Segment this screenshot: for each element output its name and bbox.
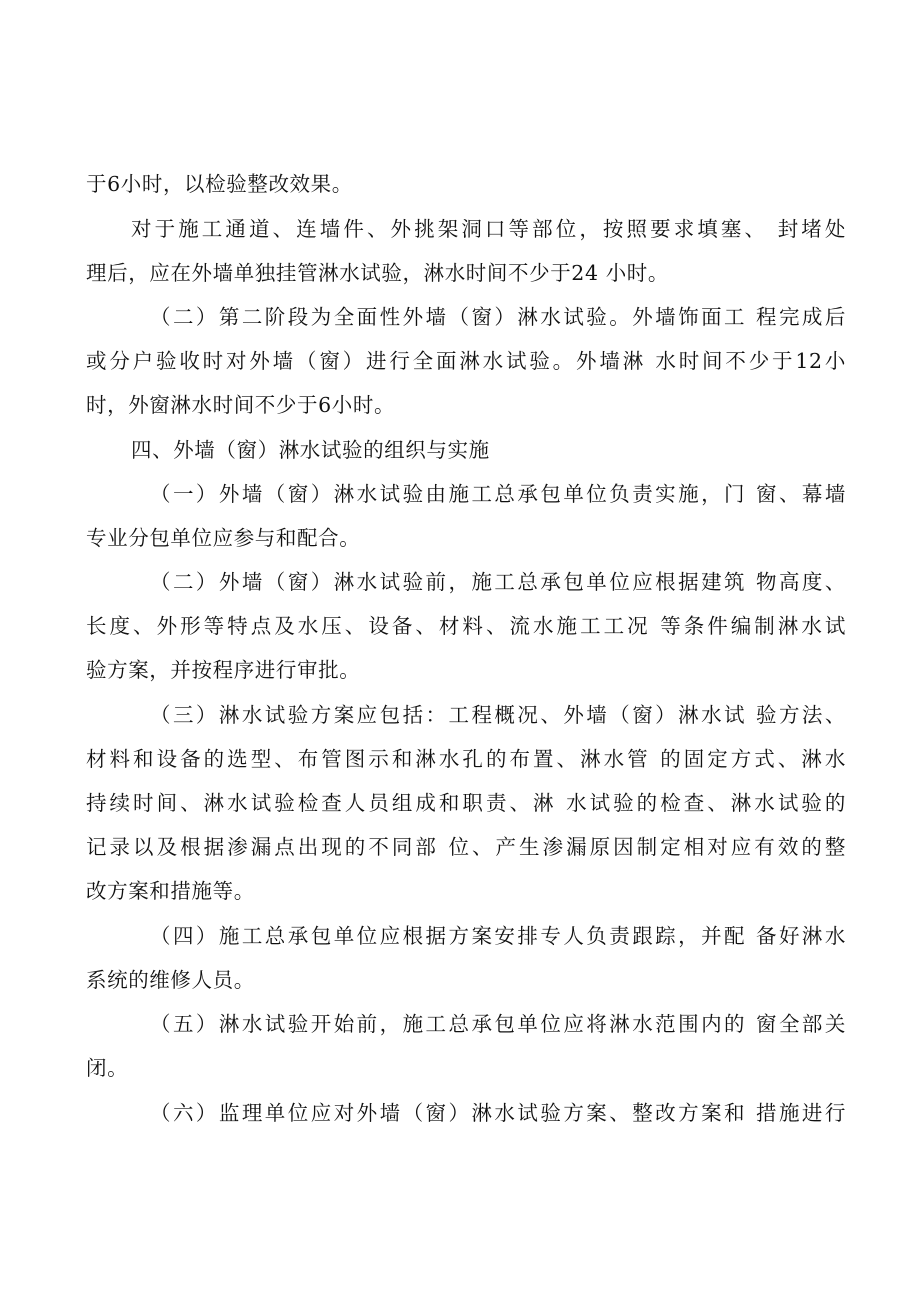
- text-line: （三）淋水试验方案应包括：工程概况、外墙（窗）淋水试 验方法、: [150, 703, 846, 727]
- section-heading: 四、外墙（窗）淋水试验的组织与实施: [131, 438, 490, 462]
- text-line: （五）淋水试验开始前，施工总承包单位应将淋水范围内的 窗全部关: [150, 1012, 846, 1036]
- text-line: 对于施工通道、连墙件、外挑架洞口等部位，按照要求填塞、 封堵处: [131, 217, 846, 241]
- text-line: 材料和设备的选型、布管图示和淋水孔的布置、淋水管 的固定方式、淋水: [86, 747, 846, 771]
- text-line: 改方案和措施等。: [86, 879, 255, 903]
- text-line: 持续时间、淋水试验检查人员组成和职责、淋 水试验的检查、淋水试验的: [86, 791, 846, 815]
- text-line: （四）施工总承包单位应根据方案安排专人负责跟踪，并配 备好淋水: [150, 924, 846, 948]
- text-line: 记录以及根据渗漏点出现的不同部 位、产生渗漏原因制定相对应有效的整: [86, 835, 846, 859]
- text-line: 专业分包单位应参与和配合。: [86, 526, 361, 550]
- text-line: 或分户验收时对外墙（窗）进行全面淋水试验。外墙淋 水时间不少于12小: [86, 349, 846, 373]
- text-line: （二）外墙（窗）淋水试验前，施工总承包单位应根据建筑 物高度、: [150, 570, 846, 594]
- text-line: 验方案，并按程序进行审批。: [86, 658, 361, 682]
- text-line: 长度、外形等特点及水压、设备、材料、流水施工工况 等条件编制淋水试: [86, 614, 846, 638]
- text-line: （二）第二阶段为全面性外墙（窗）淋水试验。外墙饰面工 程完成后: [150, 305, 846, 329]
- text-line: 闭。: [86, 1056, 129, 1080]
- text-line: 于6小时，以检验整改效果。: [86, 172, 353, 196]
- text-line: 时，外窗淋水时间不少于6小时。: [86, 393, 396, 417]
- text-line: 系统的维修人员。: [86, 968, 255, 992]
- text-line: （一）外墙（窗）淋水试验由施工总承包单位负责实施，门 窗、幕墙: [150, 482, 846, 506]
- text-line: 理后，应在外墙单独挂管淋水试验，淋水时间不少于24 小时。: [86, 261, 669, 285]
- text-line: （六）监理单位应对外墙（窗）淋水试验方案、整改方案和 措施进行: [150, 1101, 846, 1125]
